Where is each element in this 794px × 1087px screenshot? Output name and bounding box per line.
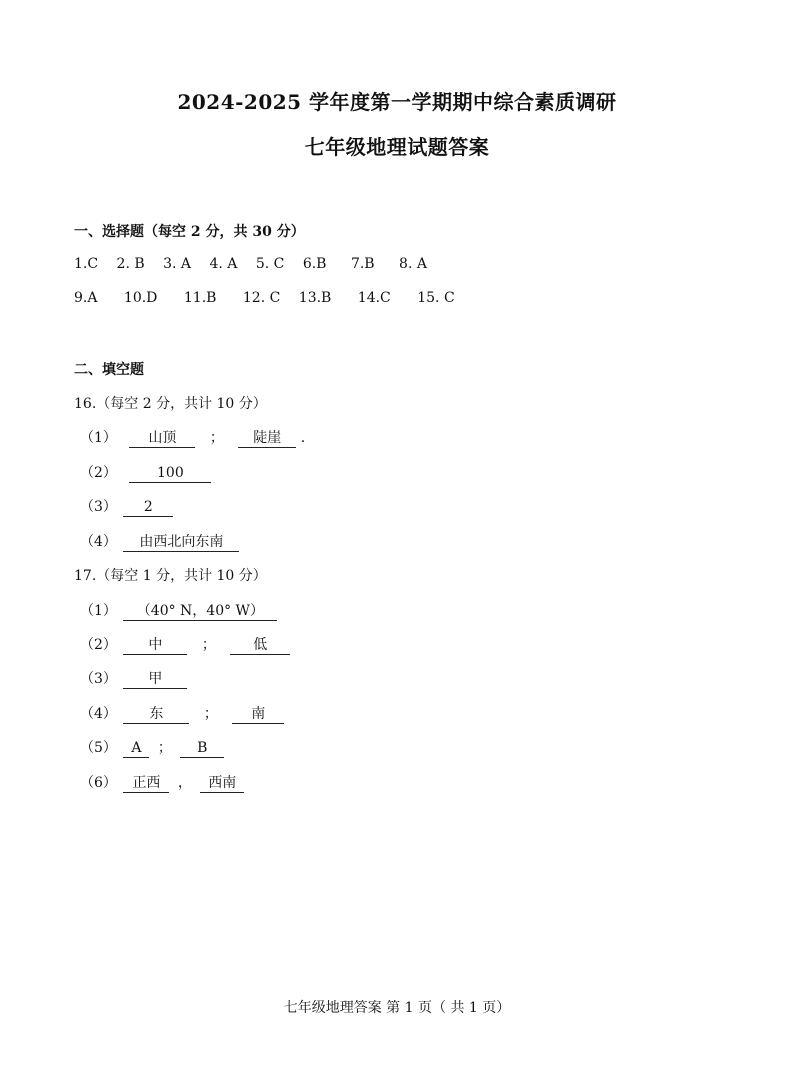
question-16-label: 16.（每空 2 分，共计 10 分） bbox=[74, 396, 267, 412]
answer-blank: （40° N，40° W） bbox=[123, 603, 277, 621]
answer-blank: 山顶 bbox=[129, 430, 195, 448]
section-heading-choice: 一、选择题（每空 2 分，共 30 分） bbox=[74, 224, 305, 240]
part-number: （3） bbox=[80, 499, 117, 515]
part-number: （1） bbox=[80, 603, 117, 619]
answer-item: 4. A bbox=[209, 256, 238, 272]
part-number: （4） bbox=[80, 706, 117, 722]
answer-blank: 2 bbox=[123, 499, 173, 517]
answer-blank: 东 bbox=[123, 706, 189, 724]
q17-part-2 bbox=[80, 634, 290, 655]
answer-blank: 南 bbox=[232, 706, 284, 724]
q17-part-3 bbox=[80, 668, 187, 689]
answer-item: 3. A bbox=[163, 256, 192, 272]
answer-item: 14.C bbox=[357, 290, 391, 306]
separator: ； bbox=[157, 740, 172, 756]
separator: ； bbox=[209, 430, 224, 446]
part-number: （2） bbox=[80, 465, 117, 481]
answer-item: 12. C bbox=[242, 290, 281, 306]
separator: ， bbox=[177, 775, 192, 791]
separator: ； bbox=[203, 706, 218, 722]
q16-part-3 bbox=[80, 496, 173, 517]
answer-item: 9.A bbox=[74, 290, 98, 306]
q16-part-4 bbox=[80, 531, 239, 552]
answer-item: 7.B bbox=[350, 256, 375, 272]
answer-blank: 西南 bbox=[200, 775, 244, 793]
q16-part-1 bbox=[80, 427, 305, 448]
answer-item: 6.B bbox=[302, 256, 327, 272]
answer-blank: A bbox=[123, 740, 149, 758]
part-number: （2） bbox=[80, 637, 117, 653]
part-number: （4） bbox=[80, 534, 117, 550]
answer-item: 15. C bbox=[417, 290, 455, 306]
answer-item: 2. B bbox=[116, 256, 145, 272]
q17-part-1 bbox=[80, 600, 277, 621]
answer-blank: 低 bbox=[230, 637, 290, 655]
answer-item: 5. C bbox=[255, 256, 285, 272]
answer-item: 1.C bbox=[74, 256, 99, 272]
answer-item: 10.D bbox=[123, 290, 158, 306]
part-number: （5） bbox=[80, 740, 117, 756]
end-mark: . bbox=[300, 430, 306, 446]
q17-part-6 bbox=[80, 772, 244, 793]
separator: ； bbox=[201, 637, 216, 653]
q16-part-2 bbox=[80, 462, 211, 483]
answer-blank: 陡崖 bbox=[238, 430, 296, 448]
page-footer: 七年级地理答案 第 1 页（ 共 1 页） bbox=[283, 1000, 511, 1016]
section-heading-fill: 二、填空题 bbox=[74, 362, 144, 378]
answer-blank: 正西 bbox=[123, 775, 169, 793]
answer-blank: B bbox=[180, 740, 224, 758]
part-number: （1） bbox=[80, 430, 117, 446]
page-title: 2024-2025 学年度第一学期期中综合素质调研 bbox=[177, 90, 617, 114]
answer-blank: 100 bbox=[129, 465, 211, 483]
answer-item: 13.B bbox=[298, 290, 332, 306]
choice-answers-row-2 bbox=[74, 290, 469, 306]
page-subtitle: 七年级地理试题答案 bbox=[304, 135, 490, 159]
answer-blank: 中 bbox=[123, 637, 187, 655]
answer-blank: 甲 bbox=[123, 671, 187, 689]
choice-answers-row-1 bbox=[74, 256, 441, 272]
part-number: （6） bbox=[80, 775, 117, 791]
answer-item: 11.B bbox=[183, 290, 217, 306]
answer-item: 8. A bbox=[399, 256, 427, 272]
part-number: （3） bbox=[80, 671, 117, 687]
question-17-label: 17.（每空 1 分，共计 10 分） bbox=[74, 568, 267, 584]
q17-part-4 bbox=[80, 703, 284, 724]
answer-blank: 由西北向东南 bbox=[123, 534, 239, 552]
q17-part-5 bbox=[80, 737, 224, 758]
